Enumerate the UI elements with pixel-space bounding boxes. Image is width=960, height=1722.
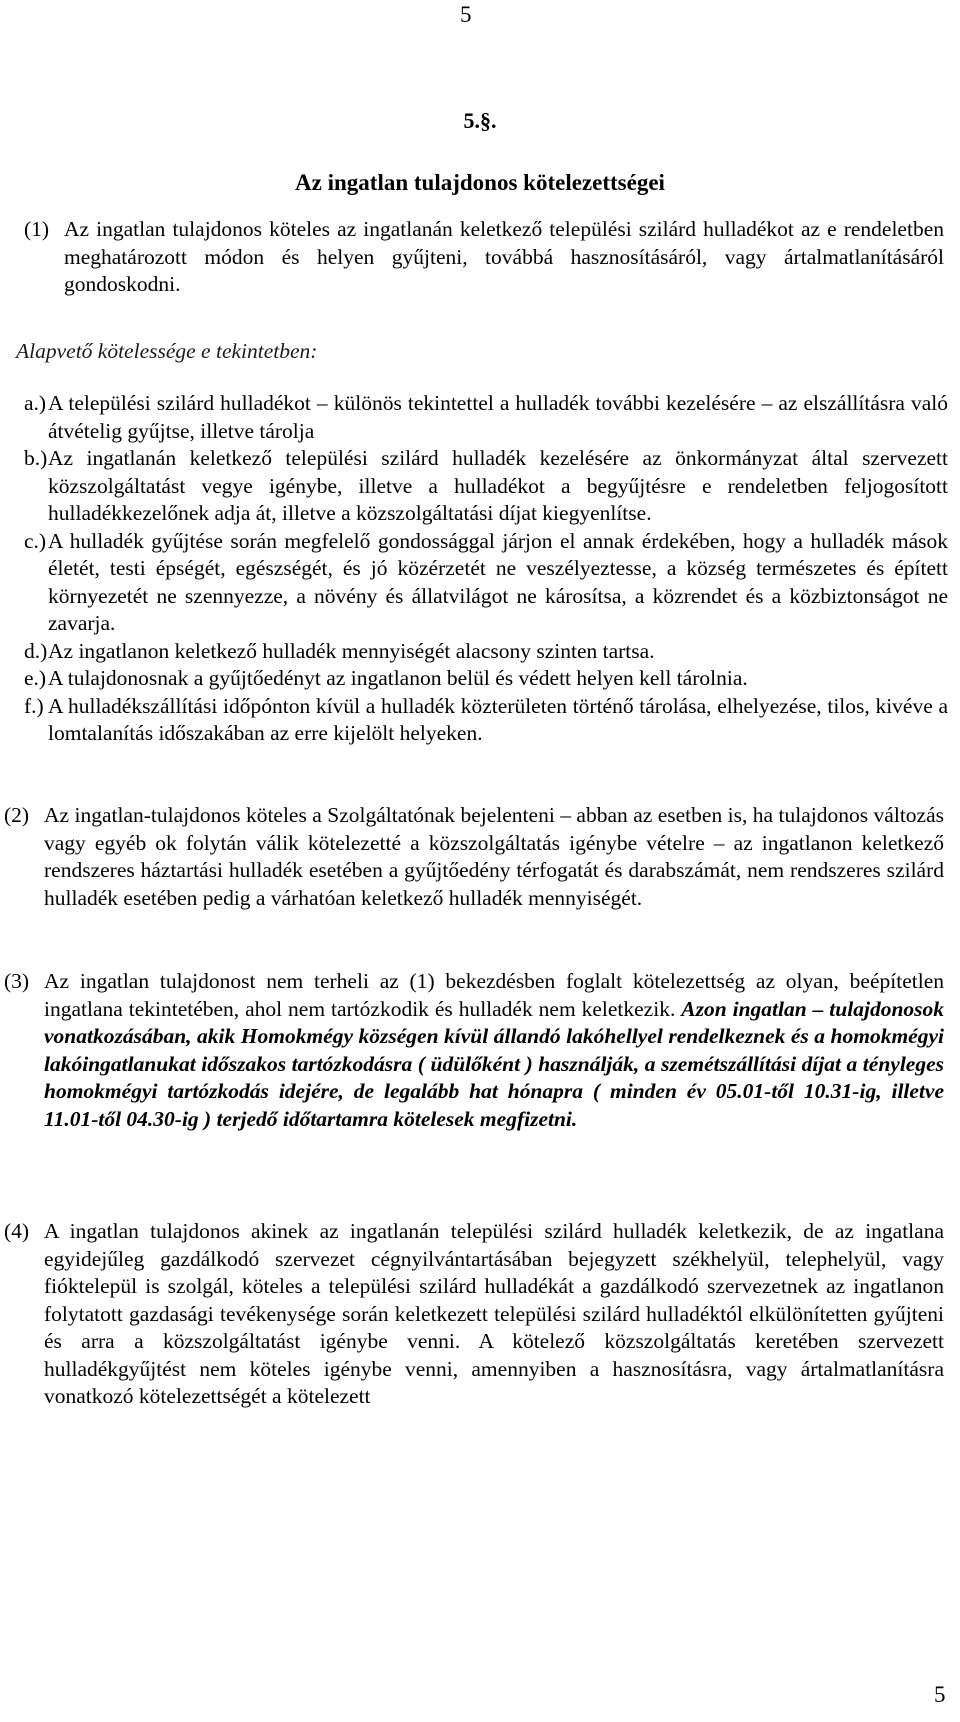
duty-list (24, 390, 948, 748)
item-text: A hulladék gyűjtése során megfelelő gondossággal járjon el annak érdekében, hogy a hulladék mások életét, testi épségét, egészségét, és jó közérzetét ne veszélyeztesse, a község természetes és épített környezetét ne szennyezze, a növény és állatvilágot ne károsítsa, a közrendet és a közbiztonságot ne zavarja. (48, 528, 948, 635)
paragraph-4 (4, 1218, 944, 1411)
item-letter: f.) (24, 693, 44, 718)
list-item (24, 665, 948, 693)
paragraph-text: A ingatlan tulajdonos akinek az ingatlanán települési szilárd hulladék keletkezik, de az ingatlana egyidejűleg gazdálkodó szervezet cégnyilvántartásában bejegyzett székhelyül, telephelyül, vagy fióktelepül is szolgál, köteles a települési szilárd hulladékát a gazdálkodó szervezetnek az ingatlanon folytatott gazdasági tevékenysége során keletkezett települési szilárd hulladéktól elkülönítetten gyűjteni és arra a közszolgáltatást igénybe venni. A kötelező közszolgáltatás keretében szervezett hulladékgyűjtést nem köteles igénybe venni, amennyiben a hasznosításra, vagy ártalmatlanításra vonatkozó kötelezettségét a kötelezett (44, 1219, 944, 1408)
paragraph-number: (4) (4, 1219, 30, 1243)
page-number-bottom: 5 (934, 1682, 946, 1707)
paragraph-text: Az ingatlan-tulajdonos köteles a Szolgáltatónak bejelenteni – abban az esetben is, ha tulajdonos változás vagy egyéb ok folytán válik kötelezetté a közszolgáltatás igénybe vételre – az ingatlanon keletkező rendszeres háztartási hulladék esetében a gyűjtőedény térfogatát és darabszámát, nem rendszeres szilárd hulladék esetében pedig a várhatóan keletkező hulladék mennyiségét. (44, 803, 944, 910)
paragraph-2 (4, 802, 944, 912)
list-item (24, 528, 948, 638)
intro-heading: Alapvető kötelessége e tekintetben: (16, 339, 318, 363)
item-text: A települési szilárd hulladékot – különös tekintettel a hulladék további kezelésére – az elszállításra való átvételig gyűjtse, illetve tárolja (48, 391, 948, 443)
item-letter: c.) (24, 528, 47, 553)
paragraph-1 (24, 216, 944, 299)
item-letter: a.) (24, 391, 47, 415)
paragraph-number: (2) (4, 803, 30, 827)
page-number-top: 5 (460, 2, 472, 27)
list-item (24, 693, 948, 748)
item-letter: b.) (24, 446, 48, 470)
item-letter: e.) (24, 666, 47, 690)
section-number: 5.§. (463, 108, 497, 133)
paragraph-number: (3) (4, 969, 30, 993)
paragraph-text-block (44, 968, 944, 1133)
item-text: Az ingatlanon keletkező hulladék mennyiségét alacsony szinten tartsa. (48, 638, 655, 663)
list-item (24, 638, 948, 666)
section-title: Az ingatlan tulajdonos kötelezettségei (295, 170, 665, 195)
item-text: Az ingatlanán keletkező települési szilárd hulladék kezelésére az önkormányzat által szervezett közszolgáltatást vegye igénybe, illetve a hulladékot a begyűjtésre e rendeletben feljogosított hulladékkezelőnek adja át, illetve a közszolgáltatási díjat kiegyenlítse. (48, 446, 948, 525)
list-item (24, 390, 948, 445)
list-item (24, 445, 948, 528)
item-text: A hulladékszállítási időpónton kívül a hulladék közterületen történő tárolása, elhelyezése, tilos, kivéve a lomtalanítás időszakában az erre kijelölt helyeken. (48, 693, 948, 745)
paragraph-bold-text: Azon ingatlan – tulajdonosok vonatkozásában, akik Homokmégy községen kívül állandó lakóhellyel rendelkeznek és a homokmégyi lakóingatlanukat időszakos tartózkodásra ( üdülőként ) használják, a szemétszállítási díjat a tényleges homokmégyi tartózkodás idejére, de legalább hat hónapra ( minden év 05.01-től 10.31-ig, illetve 11.01-től 04.30-ig ) terjedő időtartamra kötelesek megfizetni. (44, 996, 945, 1131)
paragraph-text: Az ingatlan tulajdonost nem terheli az (1) bekezdésben foglalt kötelezettség az olyan, beépítetlen ingatlana tekintetében, ahol nem tartózkodik és hulladék nem keletkezik. (44, 969, 944, 1021)
paragraph-number: (1) (24, 217, 50, 241)
paragraph-3 (4, 968, 944, 1133)
paragraph-text: Az ingatlan tulajdonos köteles az ingatlanán keletkező települési szilárd hulladékot az e rendeletben meghatározott módon és helyen gyűjteni, továbbá hasznosításáról, vagy ártalmatlanításáról gondoskodni. (64, 217, 944, 296)
item-letter: d.) (24, 638, 48, 663)
item-text: A tulajdonosnak a gyűjtőedényt az ingatlanon belül és védett helyen kell tárolnia. (48, 666, 748, 690)
